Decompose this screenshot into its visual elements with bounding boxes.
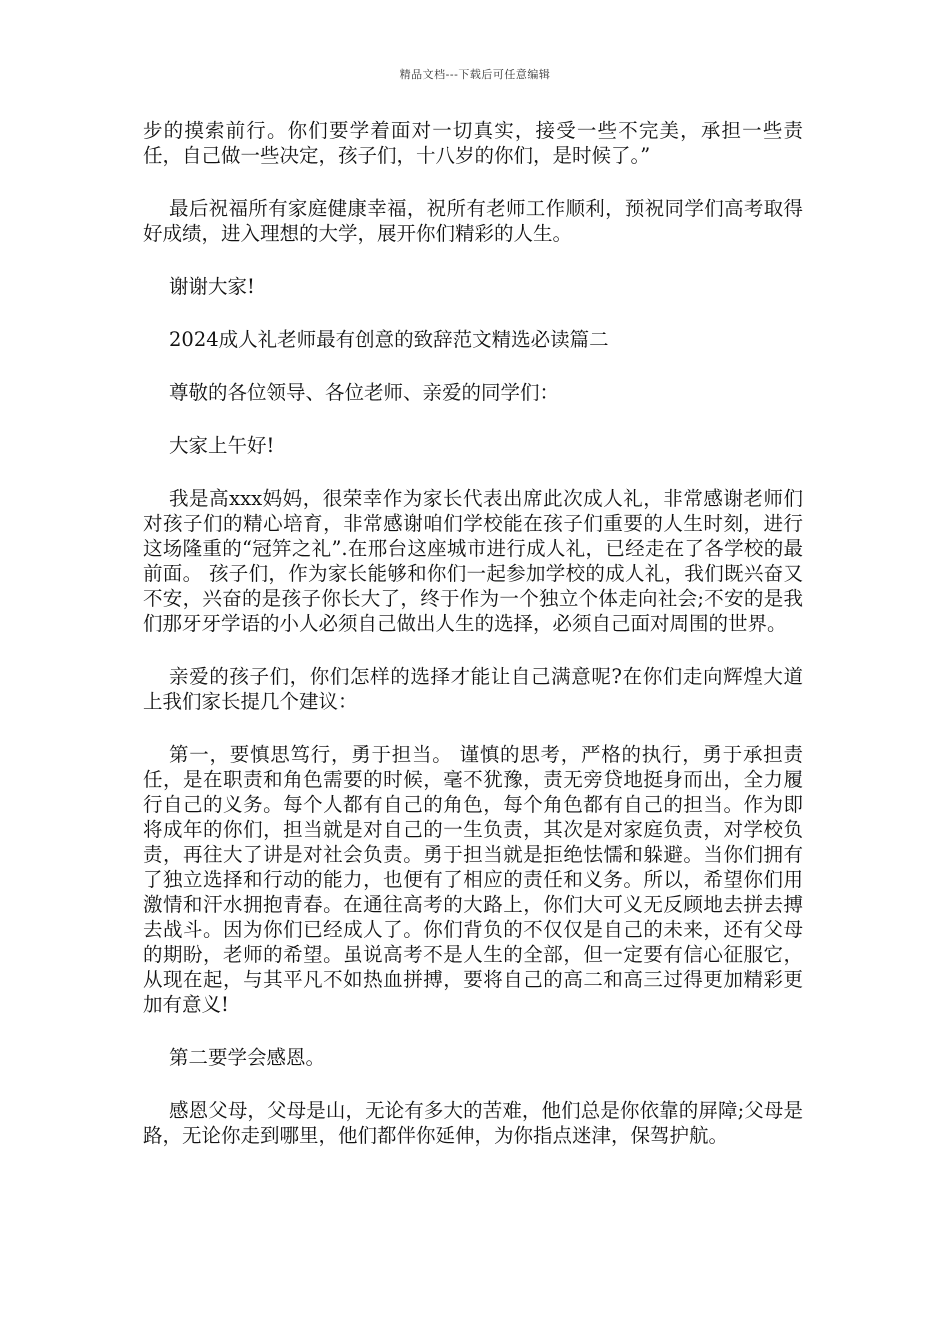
- greeting: 大家上午好!: [169, 434, 275, 457]
- section-heading: 2024成人礼老师最有创意的致辞范文精选必读篇二: [169, 328, 609, 351]
- paragraph-8: 亲爱的孩子们，你们怎样的选择才能让自己满意呢?在你们走向辉煌大道上我们家长提几个建议：: [143, 665, 803, 713]
- paragraph-2: 最后祝福所有家庭健康幸福，祝所有老师工作顺利，预祝同学们高考取得好成绩，进入理想的大学，展开你们精彩的人生。: [143, 197, 803, 245]
- document-body: [143, 118, 803, 1176]
- paragraph-11: 感恩父母，父母是山，无论有多大的苦难，他们总是你依靠的屏障;父母是路，无论你走到哪里，他们都伴你延伸，为你指点迷津，保驾护航。: [143, 1099, 803, 1147]
- paragraph-3: 谢谢大家!: [169, 275, 255, 298]
- paragraph-10: 第二要学会感恩。: [169, 1046, 326, 1069]
- paragraph-1: 步的摸索前行。你们要学着面对一切真实，接受一些不完美，承担一些责任，自己做一些决定，孩子们，十八岁的你们，是时候了。”: [143, 119, 803, 167]
- salutation: 尊敬的各位领导、各位老师、亲爱的同学们：: [169, 381, 560, 404]
- paragraph-7: 我是高xxx妈妈，很荣幸作为家长代表出席此次成人礼，非常感谢老师们对孩子们的精心培育，非常感谢咱们学校能在孩子们重要的人生时刻，进行这场隆重的“冠笄之礼”.在邢台这座城市进行成人礼，已经走在了各学校的最前面。 孩子们，作为家长能够和你们一起参加学校的成人礼，我们既兴奋又不安，兴奋的是孩子你长大了，终于作为一个独立个体走向社会;不安的是我们那牙牙学语的小人必须自己做出人生的选择，必须自己面对周围的世界。: [143, 487, 803, 635]
- paragraph-9: 第一，要慎思笃行，勇于担当。 谨慎的思考，严格的执行，勇于承担责任，是在职责和角色需要的时候，毫不犹豫，责无旁贷地挺身而出，全力履行自己的义务。每个人都有自己的角色，每个角色都有自己的担当。作为即将成年的你们，担当就是对自己的一生负责，其次是对家庭负责，对学校负责，再往大了讲是对社会负责。勇于担当就是拒绝怯懦和躲避。当你们拥有了独立选择和行动的能力，也便有了相应的责任和义务。所以，希望你们用激情和汗水拥抱青春。在通往高考的大路上，你们大可义无反顾地去拼去搏去战斗。因为你们已经成人了。你们背负的不仅仅是自己的未来，还有父母的期盼，老师的希望。虽说高考不是人生的全部，但一定要有信心征服它，从现在起，与其平凡不如热血拼搏，要将自己的高二和高三过得更加精彩更加有意义!: [143, 743, 803, 1016]
- page-header: 精品文档---下载后可任意编辑: [399, 68, 551, 81]
